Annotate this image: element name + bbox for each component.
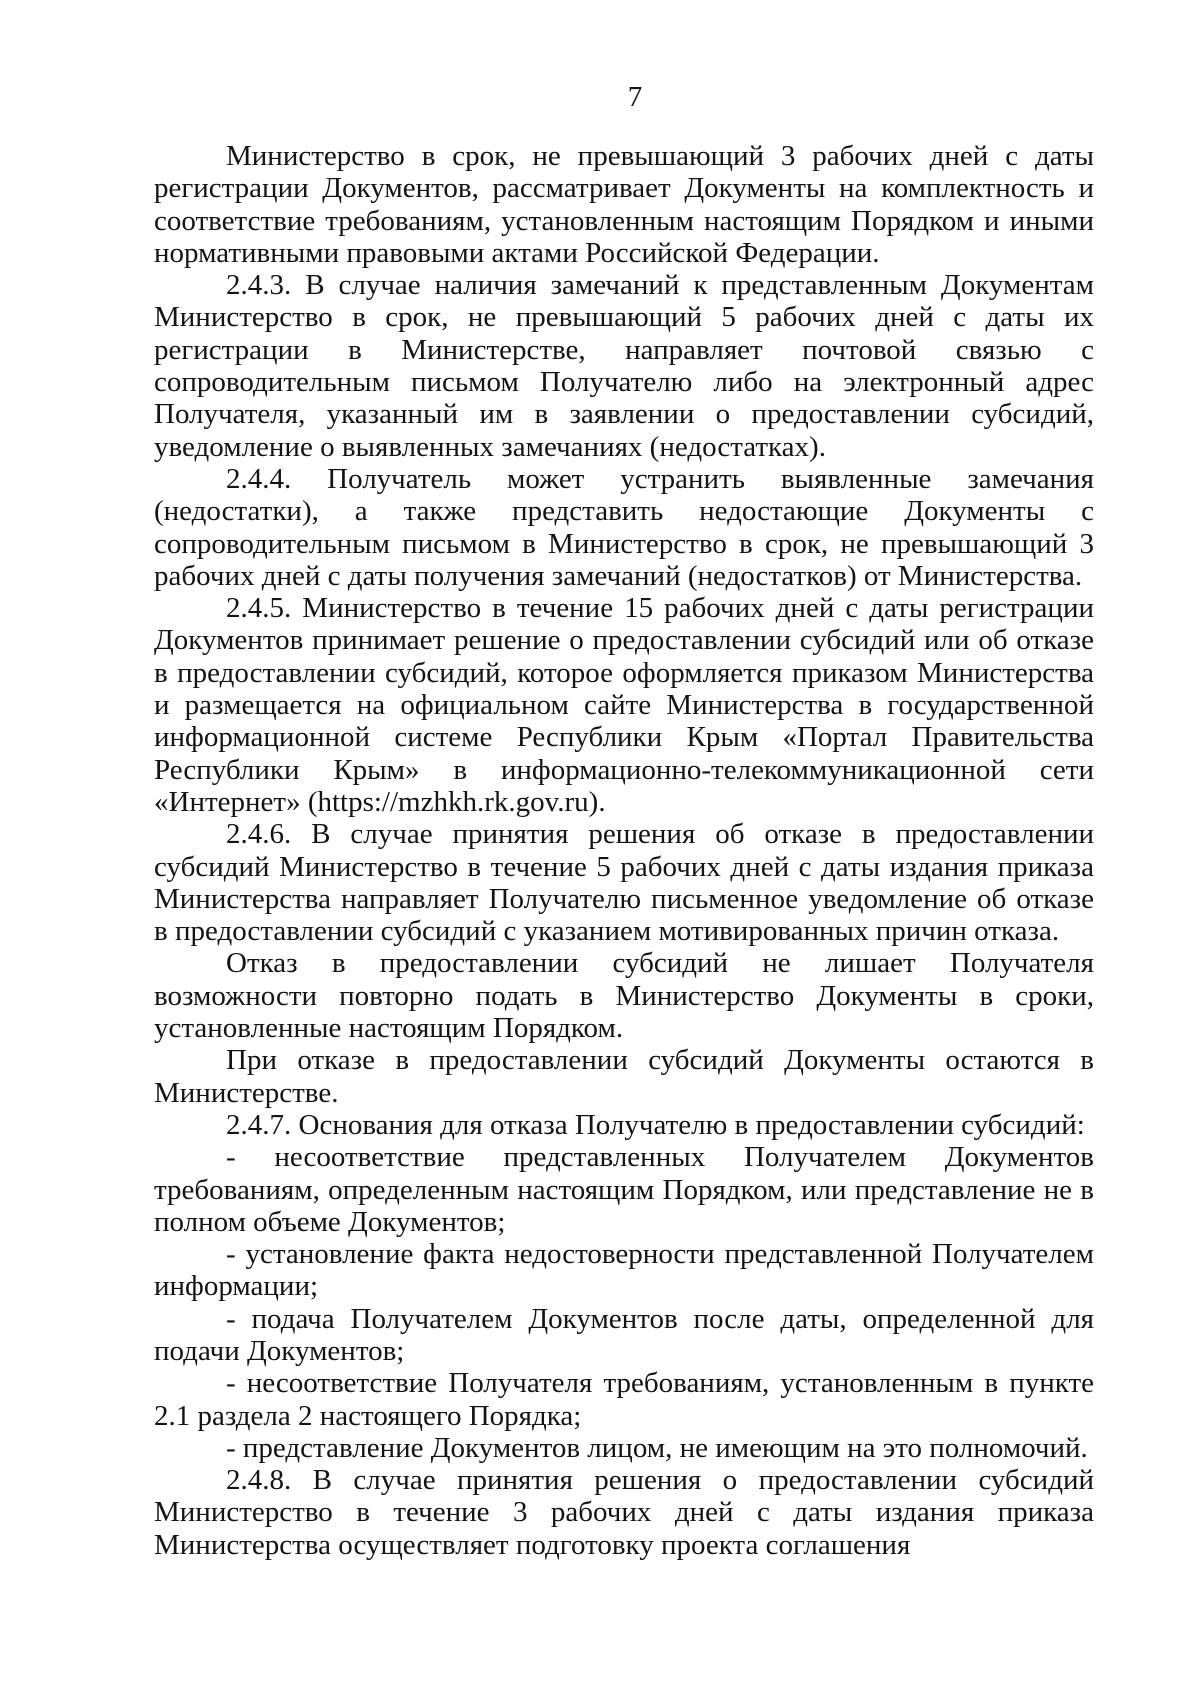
list-item-grounds-3: - подача Получателем Документов после даты, определенной для подачи Документов; — [154, 1302, 1094, 1367]
list-item-grounds-1: - несоответствие представленных Получателем Документов требованиям, определенным настоящим Порядком, или представление не в полном объеме Документов; — [154, 1141, 1094, 1238]
paragraph-2-4-8: 2.4.8. В случае принятия решения о предоставлении субсидий Министерство в течение 3 рабочих дней с даты издания приказа Министерства осуществляет подготовку проекта соглашения — [154, 1464, 1094, 1561]
list-item-grounds-5: - представление Документов лицом, не имеющим на это полномочий. — [226, 1431, 1088, 1464]
paragraph-intro: Министерство в срок, не превышающий 3 рабочих дней с даты регистрации Документов, рассматривает Документы на комплектность и соответствие требованиям, установленным настоящим Порядком и иными нормативными правовыми актами Российской Федерации. — [154, 140, 1094, 269]
paragraph-2-4-5: 2.4.5. Министерство в течение 15 рабочих дней с даты регистрации Документов принимает решение о предоставлении субсидий или об отказе в предоставлении субсидий, которое оформляется приказом Министерства и размещается на официальном сайте Министерства в государственной информационной системе Республики Крым «Портал Правительства Республики Крым» в информационно-телекоммуникационной сети «Интернет» (https://mzhkh.rk.gov.ru). — [154, 592, 1094, 818]
document-body — [154, 140, 1094, 1561]
list-item-grounds-2: - установление факта недостоверности представленной Получателем информации; — [154, 1238, 1094, 1303]
paragraph-2-4-7: 2.4.7. Основания для отказа Получателю в предоставлении субсидий: — [226, 1108, 1085, 1141]
paragraph-refusal-documents: При отказе в предоставлении субсидий Документы остаются в Министерстве. — [154, 1044, 1094, 1109]
paragraph-2-4-4: 2.4.4. Получатель может устранить выявленные замечания (недостатки), а также представить недостающие Документы с сопроводительным письмом в Министерство в срок, не превышающий 3 рабочих дней с даты получения замечаний (недостатков) от Министерства. — [154, 462, 1094, 592]
page-number: 7 — [627, 81, 643, 113]
paragraph-refusal-right: Отказ в предоставлении субсидий не лишает Получателя возможности повторно подать в Министерство Документы в сроки, установленные настоящим Порядком. — [154, 947, 1094, 1045]
paragraph-2-4-3: 2.4.3. В случае наличия замечаний к представленным Документам Министерство в срок, не превышающий 5 рабочих дней с даты их регистрации в Министерстве, направляет почтовой связью с сопроводительным письмом Получателю либо на электронный адрес Получателя, указанный им в заявлении о предоставлении субсидий, уведомление о выявленных замечаниях (недостатках). — [154, 269, 1094, 463]
paragraph-2-4-6: 2.4.6. В случае принятия решения об отказе в предоставлении субсидий Министерство в течение 5 рабочих дней с даты издания приказа Министерства направляет Получателю письменное уведомление об отказе в предоставлении субсидий с указанием мотивированных причин отказа. — [154, 818, 1094, 948]
list-item-grounds-4: - несоответствие Получателя требованиям, установленным в пункте 2.1 раздела 2 настоящего Порядка; — [154, 1367, 1094, 1432]
